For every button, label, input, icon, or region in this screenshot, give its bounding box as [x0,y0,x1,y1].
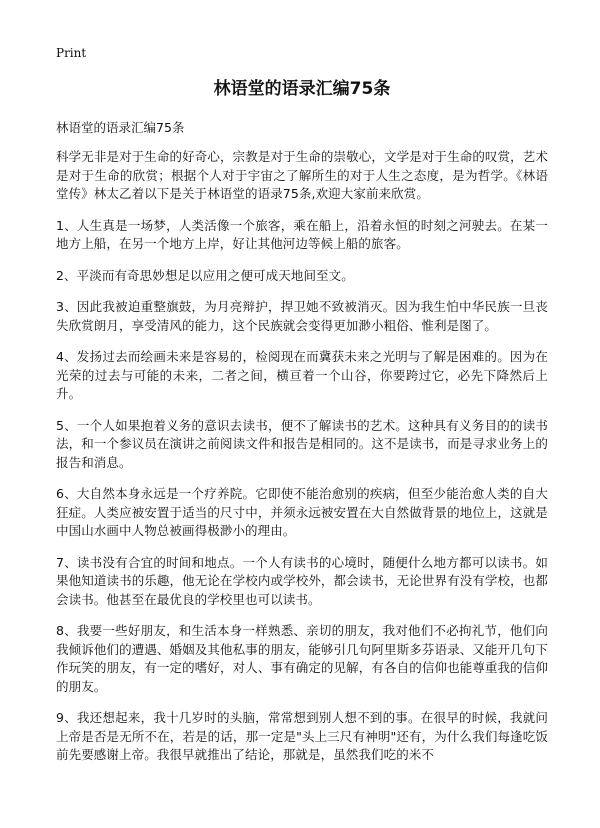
document-body [56,76,548,778]
quote-paragraph: 4、发扬过去而绘画未来是容易的，检阅现在而冀获未来之光明与了解是困难的。因为在光荣的过去与可能的未来，二者之间，横亘着一个山谷，你要跨过它，必先下降然后上升。 [56,349,548,401]
quote-paragraph: 6、大自然本身永远是一个疗养院。它即使不能治愈别的疾病，但至少能治愈人类的自大狂症。人类应被安置于适当的尺寸中，并须永远被安置在大自然做背景的地位上，这就是中国山水画中人物总被画得极渺小的理由。 [56,486,548,538]
quote-paragraph: 9、我还想起来，我十几岁时的头脑，常常想到别人想不到的事。在很早的时候，我就问上帝是否是无所不在，若是的话，那一定是"头上三尺有神明"还有，为什么我们每逢吃饭前先要感谢上帝。我很早就推出了结论，那就是，虽然我们吃的米不 [56,710,548,762]
intro-paragraph: 科学无非是对于生命的好奇心，宗教是对于生命的崇敬心，文学是对于生命的叹赏，艺术是对于生命的欣赏；根据个人对于宇宙之了解所生的对于人生之态度，是为哲学。《林语堂传》林太乙着以下是关于林语堂的语录75条,欢迎大家前来欣赏。 [56,149,548,201]
page-title: 林语堂的语录汇编75条 [213,79,391,99]
quote-paragraph: 5、一个人如果抱着义务的意识去读书，便不了解读书的艺术。这种具有义务目的的读书法，和一个参议员在演讲之前阅读文件和报告是相同的。这不是读书，而是寻求业务上的报告和消息。 [56,417,548,470]
quote-paragraph: 1、人生真是一场梦，人类活像一个旅客，乘在船上，沿着永恒的时刻之河驶去。在某一地方上船，在另一个地方上岸，好让其他河边等候上船的旅客。 [56,217,548,251]
quote-paragraph: 8、我要一些好朋友，和生活本身一样熟悉、亲切的朋友，我对他们不必拘礼节，他们向我倾诉他们的遭遇、婚姻及其他私事的朋友，能够引几句阿里斯多芬语录、又能开几句下作玩笑的朋友，有一定的嗜好，对人、事有确定的见解，有各自的信仰也能尊重我的信仰的朋友。 [56,623,548,694]
print-link[interactable]: Print [56,46,87,60]
quote-paragraph: 3、因此我被迫重整旗鼓，为月亮辩护，捍卫她不致被消灭。因为我生怕中华民族一旦丧失欣赏朗月，享受清风的能力，这个民族就会变得更加渺小粗俗、惟利是图了。 [56,299,548,333]
quote-paragraph: 2、平淡而有奇思妙想足以应用之便可成天地间至文。 [56,267,354,283]
page-subtitle: 林语堂的语录汇编75条 [56,120,185,135]
quote-paragraph: 7、读书没有合宜的时间和地点。一个人有读书的心境时，随便什么地方都可以读书。如果他知道读书的乐趣，他无论在学校内或学校外，都会读书，无论世界有没有学校，也都会读书。他甚至在最优良的学校里也可以读书。 [56,554,548,607]
